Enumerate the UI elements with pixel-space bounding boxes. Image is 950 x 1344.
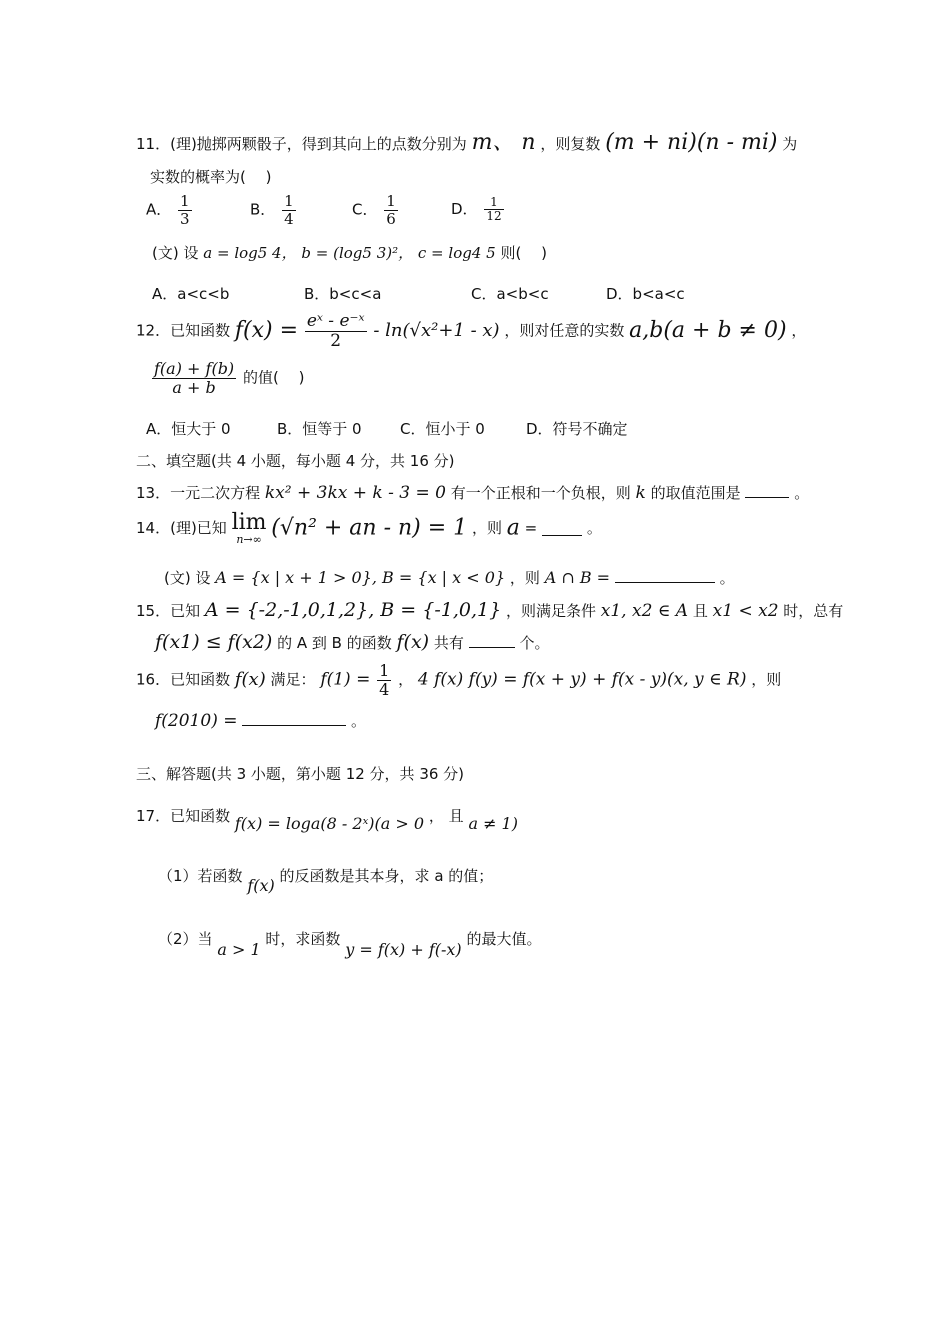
q13-tail: 的取值范围是: [650, 484, 741, 502]
wen-prefix: (文) 设: [152, 244, 199, 262]
option-d: D．符号不确定: [526, 420, 628, 438]
q12-cond-math: a,b(a + b ≠ 0): [629, 318, 787, 344]
q15-cond2: x1 < x2: [712, 601, 779, 621]
q14-wen-lead: (文) 设: [164, 569, 211, 587]
q17-part1: [158, 867, 494, 895]
q17-p2-expr: y = f(x) + f(-x): [345, 940, 462, 959]
option-label: A．: [146, 200, 172, 219]
wen-b: b = (log5 3)²，: [301, 244, 414, 262]
q11-option-b: [250, 193, 298, 227]
option-d: D．b<a<c: [606, 285, 685, 303]
q13-mid: 有一个正根和一个负根，则: [450, 484, 631, 502]
q15-line2-tail: 共有: [433, 634, 464, 652]
q17-p2-tail: 的最大值。: [466, 930, 542, 948]
option-fraction: $\frac{1}{4}$: [284, 192, 294, 228]
q12-comma: ，: [791, 321, 807, 340]
q14-eq: =: [524, 519, 538, 537]
q17-expr: f(x) = loga(8 - 2ˣ)(a > 0: [234, 814, 425, 833]
q15-end: 个。: [519, 634, 550, 652]
answer-blank[interactable]: [242, 711, 346, 726]
q11-option-a: [146, 193, 194, 227]
q17-expr2: a ≠ 1): [468, 814, 518, 833]
q17-p1-tail: 的反函数是其本身，求 a 的值；: [279, 867, 494, 885]
q14-limit: [232, 512, 267, 545]
option-fraction: $\frac{1}{6}$: [386, 192, 396, 228]
q15-inequality: f(x1) ≤ f(x2): [155, 631, 273, 653]
q16-mid: 满足：: [270, 670, 316, 689]
option-label: B．: [250, 200, 276, 219]
q13-end: 。: [794, 484, 810, 502]
q11-lead: 11．(理)抛掷两颗骰子，得到其向上的点数分别为: [136, 135, 467, 153]
q17-p1-lead: （1）若函数: [158, 867, 243, 885]
q14-lim: lim: [231, 510, 267, 535]
q16-fraction: $\frac{1}{4}$: [379, 661, 390, 699]
q16-f1: f(1) =: [320, 669, 371, 690]
q14-expr: (√n² + an - n) = 1: [271, 515, 468, 541]
q15-mid: ，则满足条件: [505, 602, 596, 620]
wen-c: c = log4 5: [417, 244, 496, 262]
q14-end: 。: [586, 519, 602, 537]
q12-fx: f(x) =: [234, 318, 299, 344]
q12-value-text: 的值( ): [242, 368, 305, 387]
q11-vars: m、 n: [471, 130, 536, 155]
q15-line2-text: 的 A 到 B 的函数: [277, 634, 392, 652]
q14-mid: ，则: [471, 519, 502, 537]
q14-a: a: [506, 515, 520, 541]
section-3-heading: 三、解答题(共 3 小题，第小题 12 分，共 36 分): [136, 765, 465, 783]
q17-p2-mid: 时，求函数: [265, 930, 341, 948]
q15-line2: [155, 633, 549, 652]
q11-option-d: [451, 196, 506, 223]
q14-wen-expr: A ∩ B =: [544, 568, 611, 587]
q16-line2: [155, 711, 366, 730]
option-a: A．a<c<b: [152, 285, 230, 303]
q16-line1: [136, 662, 781, 698]
q15-tail: 时，总有: [783, 602, 844, 620]
wen-a: a = log5 4，: [203, 244, 297, 262]
q16-comma: ，: [398, 670, 414, 689]
option-label: C．: [352, 200, 378, 219]
option-fraction: $\frac{1}{3}$: [180, 192, 190, 228]
q11-expr: (m + ni)(n - mi): [605, 130, 778, 155]
q14-line: [136, 512, 602, 545]
q14-wen-line: [164, 568, 735, 586]
q11-tail: 为: [782, 135, 798, 153]
q15-and: 且: [692, 602, 708, 620]
q11-line2: [150, 170, 271, 185]
q13-equation: kx² + 3kx + k - 3 = 0: [264, 483, 446, 503]
option-b: B．恒等于 0: [277, 420, 362, 438]
option-a: A．恒大于 0: [146, 420, 231, 438]
answer-blank[interactable]: [615, 568, 715, 583]
q13-line: [136, 483, 809, 502]
q17-p2-lead: （2）当: [158, 930, 213, 948]
q11-wen-line: [152, 246, 547, 261]
option-fraction: $\frac{1}{12}$: [486, 195, 502, 224]
q13-lead: 13．一元二次方程: [136, 484, 261, 502]
q15-sets: A = {-2,-1,0,1,2}, B = {-1,0,1}: [204, 599, 502, 621]
q17-lead: 17．已知函数: [136, 807, 231, 825]
option-b: B．b<c<a: [304, 285, 382, 303]
q15-cond: x1, x2 ∈ A: [600, 601, 689, 621]
q12-lead: 12．已知函数: [136, 321, 231, 340]
q12-ratio: $\frac{f(a) + f(b)}{a + b}$: [154, 359, 235, 397]
option-c: C．a<b<c: [471, 285, 549, 303]
q16-lead: 16．已知函数: [136, 670, 231, 689]
q17-line: [136, 807, 518, 833]
q17-p1-f: f(x): [247, 876, 275, 895]
q15-f: f(x): [396, 631, 430, 653]
q14-wen-end: 。: [719, 569, 735, 587]
q16-equation: 4 f(x) f(y) = f(x + y) + f(x - y)(x, y ∈ R): [417, 669, 747, 690]
q12-cond-text: ，则对任意的实数: [504, 321, 625, 340]
q17-and: 且: [448, 807, 464, 825]
q11-wen-options: [152, 285, 685, 303]
answer-blank[interactable]: [469, 633, 515, 648]
q16-f: f(x): [234, 669, 266, 691]
q17-p2-cond: a > 1: [217, 940, 261, 959]
q12-line1: [136, 312, 806, 350]
q12-fraction: $\frac{\text{eˣ - e⁻ˣ}}{2}$: [306, 311, 365, 351]
answer-blank[interactable]: [745, 483, 789, 498]
q14-limsub: n→∞: [236, 533, 262, 546]
q12-rest: - ln(√x²+1 - x): [373, 320, 500, 342]
wen-tail: 则( ): [500, 244, 547, 262]
q15-line1: [136, 601, 843, 620]
option-c: C．恒小于 0: [400, 420, 485, 438]
answer-blank[interactable]: [542, 521, 582, 536]
q11-prompt: 实数的概率为( ): [150, 168, 272, 186]
q16-end: 。: [351, 712, 367, 730]
q16-tail: ，则: [751, 670, 782, 689]
q11-mid: ，则复数: [540, 135, 601, 153]
q11-line1: [136, 132, 797, 154]
q12-options: [146, 420, 628, 438]
section-2-heading: 二、填空题(共 4 小题，每小题 4 分，共 16 分): [136, 452, 455, 470]
q13-k: k: [635, 483, 646, 503]
q11-option-c: [352, 193, 400, 227]
q12-line2: [150, 360, 304, 396]
q16-f2010: f(2010) =: [155, 711, 238, 731]
q14-wen-mid: ，则: [509, 569, 540, 587]
q14-lead: 14．(理)已知: [136, 519, 227, 537]
option-label: D．: [451, 200, 478, 219]
q17-part2: [158, 930, 542, 959]
q14-wen-sets: A = {x | x + 1 > 0}, B = {x | x < 0}: [215, 568, 506, 587]
q15-lead: 15．已知: [136, 602, 201, 620]
q17-comma: ，: [428, 807, 444, 825]
